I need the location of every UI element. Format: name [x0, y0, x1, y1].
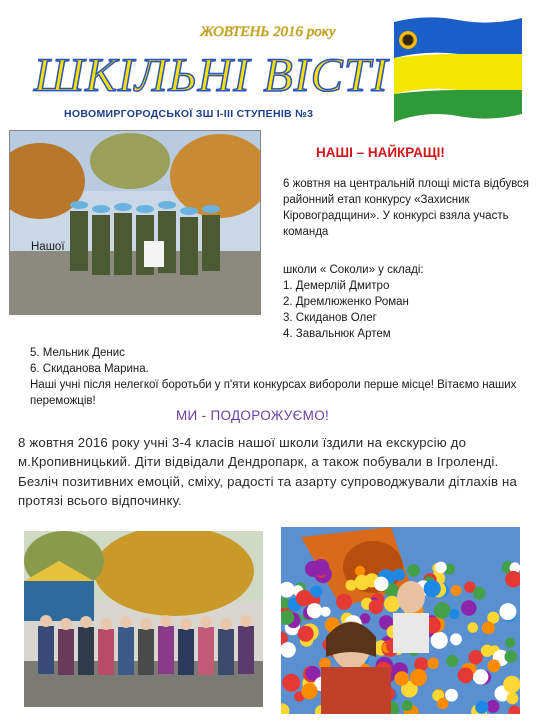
photo-caption: Нашої [31, 241, 65, 253]
team-list-continued [30, 345, 530, 409]
team-photo [9, 130, 261, 315]
trip-paragraph: 8 жовтня 2016 року учні 3-4 класів нашої школи їздили на екскурсію до м.Кропивницький. Діти відвідали Дендропарк, а також побували в Ігроленді. Безліч позитивних емоцій, сміху, радості та азарту супроводжували дітлахів на протязі всього відпочинку. [18, 435, 518, 508]
sunflower-icon [399, 31, 417, 49]
list-item: 1. Демерлій Дмитро [283, 280, 390, 292]
section-heading-travel: МИ - ПОДОРОЖУЄМО! [176, 408, 330, 423]
list-item: 5. Мельник Денис [30, 347, 125, 359]
section-heading-best: НАШІ – НАЙКРАЩІ! [316, 145, 445, 160]
contest-paragraph: 6 жовтня на центральній площі міста відбувся районний етап конкурсу «Захисник Кіровоградщини». У конкурсі взяла участь команда [283, 178, 530, 238]
list-item: 6. Скиданова Марина. [30, 363, 149, 375]
school-name: НОВОМИРГОРОДСЬКОЇ ЗШ І-ІІІ СТУПЕНІВ №3 [64, 108, 314, 120]
ball-pit-photo [281, 527, 520, 714]
team-list [283, 262, 533, 342]
list-item: 4. Завальнюк Артем [283, 328, 391, 340]
issue-month: ЖОВТЕНЬ 2016 року [200, 24, 336, 40]
newsletter-title: ШКІЛЬНІ ВІСТІ [34, 49, 389, 102]
list-item: 2. Дремлюженко Роман [283, 296, 409, 308]
excursion-group-photo [24, 531, 263, 707]
conclusion-text: Наші учні після нелегкої боротьби у п'яти конкурсах вибороли перше місце! Вітаємо наших переможців! [30, 379, 517, 407]
team-intro: школи « Соколи» у складі: [283, 264, 424, 276]
list-item: 3. Скиданов Олег [283, 312, 377, 324]
regional-flag-image [394, 14, 522, 122]
